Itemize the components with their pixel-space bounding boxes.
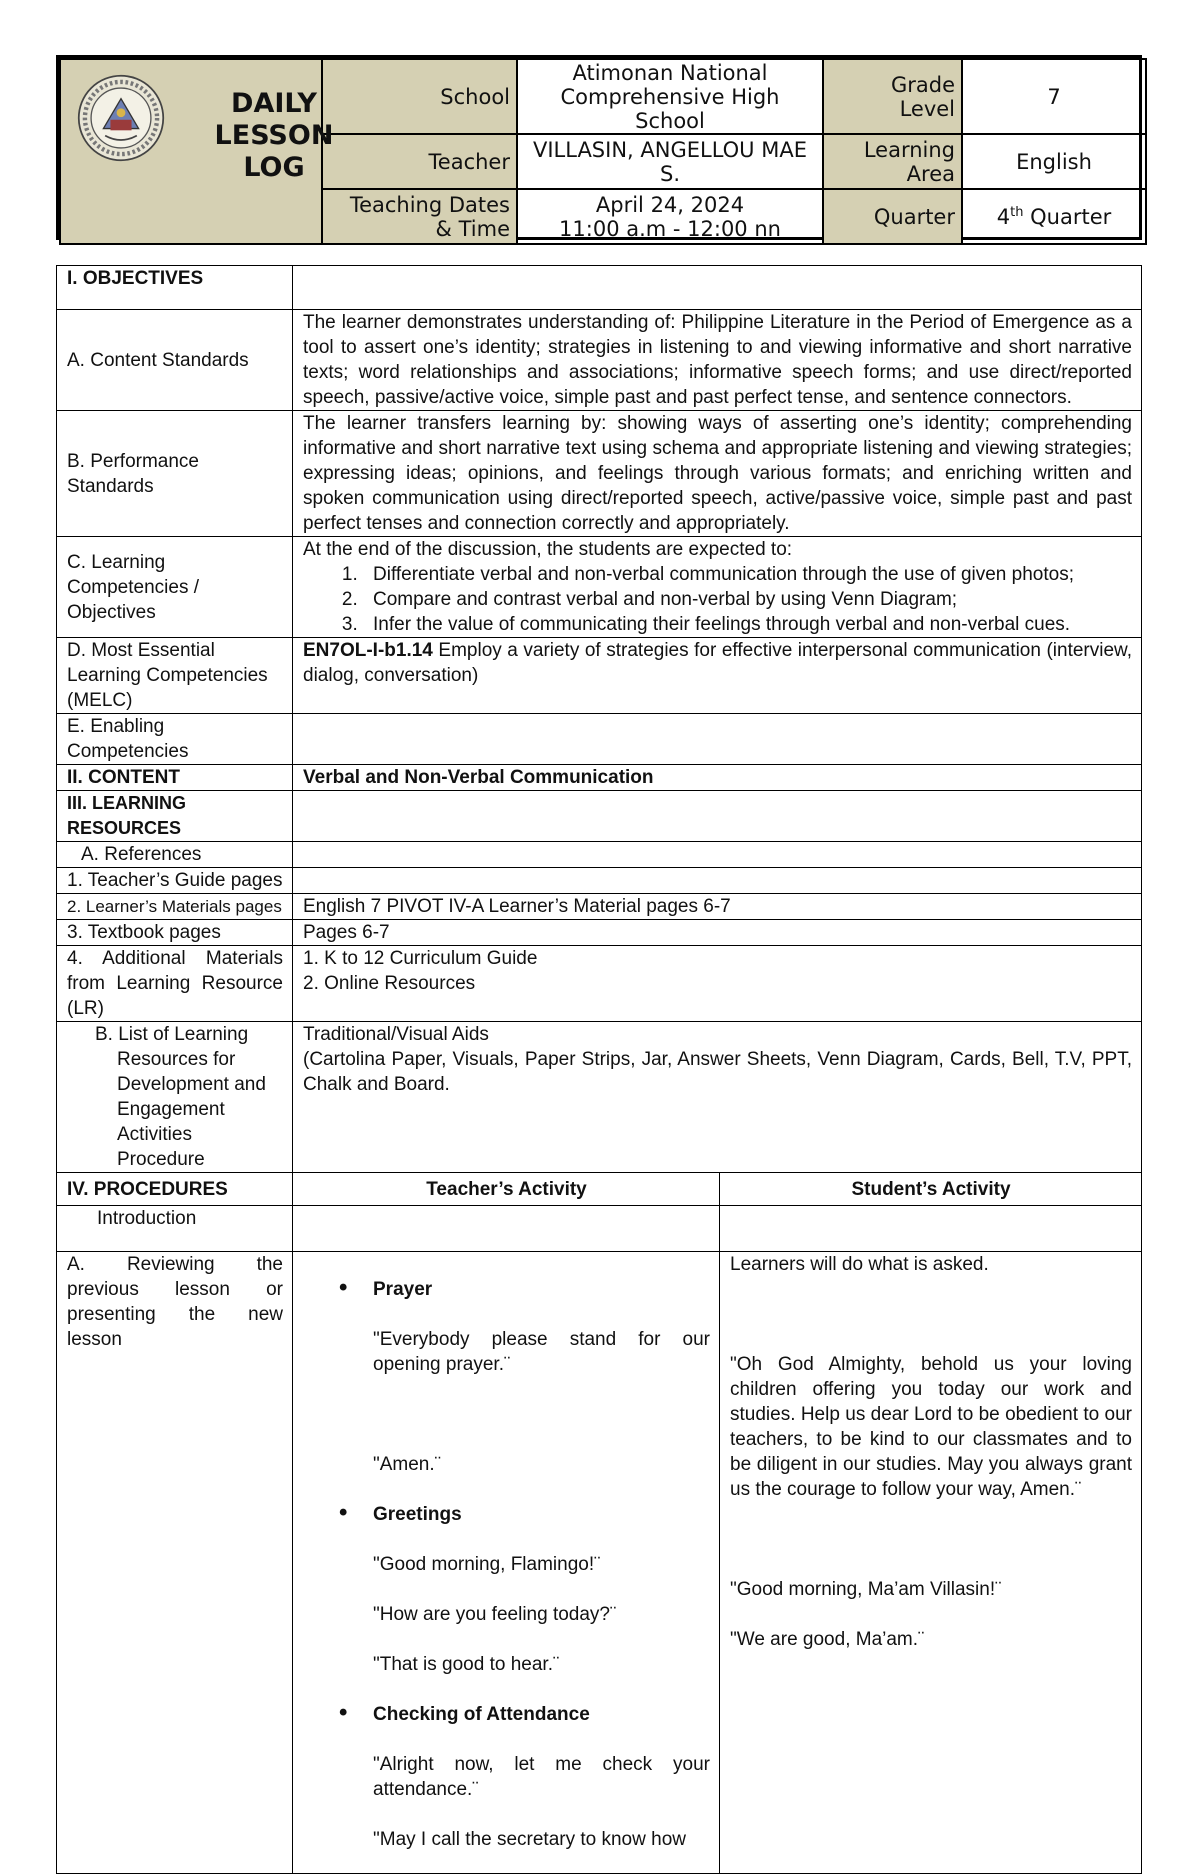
content-heading: II. CONTENT [57,765,293,791]
feeling-teacher-line: "How are you feeling today?¨ [373,1604,617,1625]
daily-lesson-log-title: DAILY LESSON LOG [214,88,334,183]
header-block [56,55,1142,240]
greetings-title: • Greetings [303,1502,710,1527]
lesson-log-table [56,265,1142,1874]
competencies-list [303,562,1132,637]
learning-resources-empty [293,791,1142,842]
review-teacher-activity [293,1252,720,1874]
prayer-student-line: "Oh God Almighty, behold us your loving children offering you today our work and studies. Help us dear Lord to be obedient to our teachers, to be kind to our classmates and to be diligent in our studies. May you always grant us the courage to follow your way, Amen.¨ [730,1354,1132,1500]
good-to-hear-line: "That is good to hear.¨ [373,1654,560,1675]
header-title-cell [60,59,334,244]
teacher-label: Teacher [322,134,517,189]
learners-materials-label: 2. Learner’s Materials pages [57,894,293,920]
review-lesson-label: A. Reviewing the previous lesson or presenting the new lesson [57,1252,293,1874]
melc-label: D. Most Essential Learning Competencies (MELC) [57,638,293,714]
additional-materials-label: 4. Additional Materials from Learning Resource (LR) [57,946,293,1022]
secretary-teacher-line: "May I call the secretary to know how [373,1829,686,1850]
prayer-title: • Prayer [303,1277,710,1302]
header-table [59,58,1147,245]
students-activity-header: Student’s Activity [720,1173,1142,1206]
school-label: School [322,59,517,134]
content-standards-label: A. Content Standards [57,310,293,411]
review-student-activity [720,1252,1142,1874]
greeting-student-line: "Good morning, Ma’am Villasin!¨ [730,1579,1002,1600]
performance-standards-label: B. Performance Standards [57,411,293,537]
enabling-competencies-value [293,714,1142,765]
objectives-heading: I. OBJECTIVES [57,266,293,310]
attendance-title: • Checking of Attendance [303,1702,710,1727]
deped-seal-logo [77,74,165,162]
teaching-dates-value [517,189,823,244]
teachers-guide-value [293,868,1142,894]
quarter-label: Quarter [823,189,962,244]
introduction-student-empty [720,1206,1142,1252]
learning-area-value: English [962,134,1146,189]
teaching-dates-label: Teaching Dates & Time [322,189,517,244]
textbook-pages-label: 3. Textbook pages [57,920,293,946]
teachers-guide-label: 1. Teacher’s Guide pages [57,868,293,894]
competencies-intro: At the end of the discussion, the students are expected to: [303,539,793,560]
visual-aids-list: (Cartolina Paper, Visuals, Paper Strips, Jar, Answer Sheets, Venn Diagram, Cards, Bell, T.V, PPT, Chalk and Board. [303,1049,1132,1095]
quarter-value [962,189,1146,244]
enabling-competencies-label: E. Enabling Competencies [57,714,293,765]
melc-code: EN7OL-I-b1.14 [303,640,433,661]
learners-materials-value: English 7 PIVOT IV-A Learner’s Material pages 6-7 [293,894,1142,920]
list-of-resources-value [293,1022,1142,1173]
list-item: 1. Differentiate verbal and non-verbal communication through the use of given photos; [363,562,1132,587]
references-value [293,842,1142,868]
list-item: 3. Infer the value of communicating their feelings through verbal and non-verbal cues. [363,612,1132,637]
school-value: Atimonan National Comprehensive High School [517,59,823,134]
quarter-number: 4 [996,204,1011,229]
greeting-teacher-line: "Good morning, Flamingo!¨ [373,1554,601,1575]
teacher-value: VILLASIN, ANGELLOU MAE S. [517,134,823,189]
list-item: 2. Compare and contrast verbal and non-verbal by using Venn Diagram; [363,587,1132,612]
visual-aids-title: Traditional/Visual Aids [303,1024,489,1045]
prayer-teacher-line: "Everybody please stand for our opening prayer.¨ [373,1329,710,1375]
learning-competencies-cell [293,537,1142,638]
teaching-time: 11:00 a.m - 12:00 nn [559,216,781,241]
introduction-label: Introduction [57,1206,293,1252]
teachers-activity-header: Teacher’s Activity [293,1173,720,1206]
feeling-student-line: "We are good, Ma’am.¨ [730,1629,925,1650]
list-of-resources-text: B. List of Learning Resources for Development and Engagement Activities Procedure [95,1024,266,1170]
learning-area-label: Learning Area [823,134,962,189]
additional-item: 1. K to 12 Curriculum Guide [303,948,538,969]
grade-level-value: 7 [962,59,1146,134]
learners-instruction: Learners will do what is asked. [730,1254,989,1275]
list-of-resources-label [57,1022,293,1173]
attendance-teacher-line: "Alright now, let me check your attendance.¨ [373,1754,710,1800]
quarter-word: Quarter [1023,204,1112,229]
melc-text [293,638,1142,714]
learning-competencies-label: C. Learning Competencies / Objectives [57,537,293,638]
performance-standards-text: The learner transfers learning by: showing ways of asserting one’s identity; comprehending informative and short narrative text using schema and appropriate listening and viewing strategies; expressing ideas; opinions, and feelings through various formats; and enriching written and spoken communication using direct/reported speech, active/passive voice, simple past and past perfect tenses and connection correctly and appropriately. [293,411,1142,537]
objectives-empty [293,266,1142,310]
learning-resources-heading: III. LEARNING RESOURCES [57,791,293,842]
references-label: A. References [57,842,293,868]
additional-item: 2. Online Resources [303,973,476,994]
introduction-teacher-empty [293,1206,720,1252]
amen-line: "Amen.¨ [373,1454,441,1475]
content-value: Verbal and Non-Verbal Communication [293,765,1142,791]
grade-level-label: Grade Level [823,59,962,134]
procedures-heading: IV. PROCEDURES [57,1173,293,1206]
additional-materials-value [293,946,1142,1022]
textbook-pages-value: Pages 6-7 [293,920,1142,946]
content-standards-text: The learner demonstrates understanding of: Philippine Literature in the Period of Emergence as a tool to assert one’s identity; strategies in listening to and viewing informative and short narrative texts; word relationships and associations; informative speech forms; and use direct/reported speech, passive/active voice, simple past and past perfect tense, and sentence connectors. [293,310,1142,411]
teaching-date: April 24, 2024 [595,192,745,217]
melc-description: Employ a variety of strategies for effective interpersonal communication (interview, dialog, conversation) [303,640,1132,686]
quarter-suffix: th [1010,204,1024,220]
